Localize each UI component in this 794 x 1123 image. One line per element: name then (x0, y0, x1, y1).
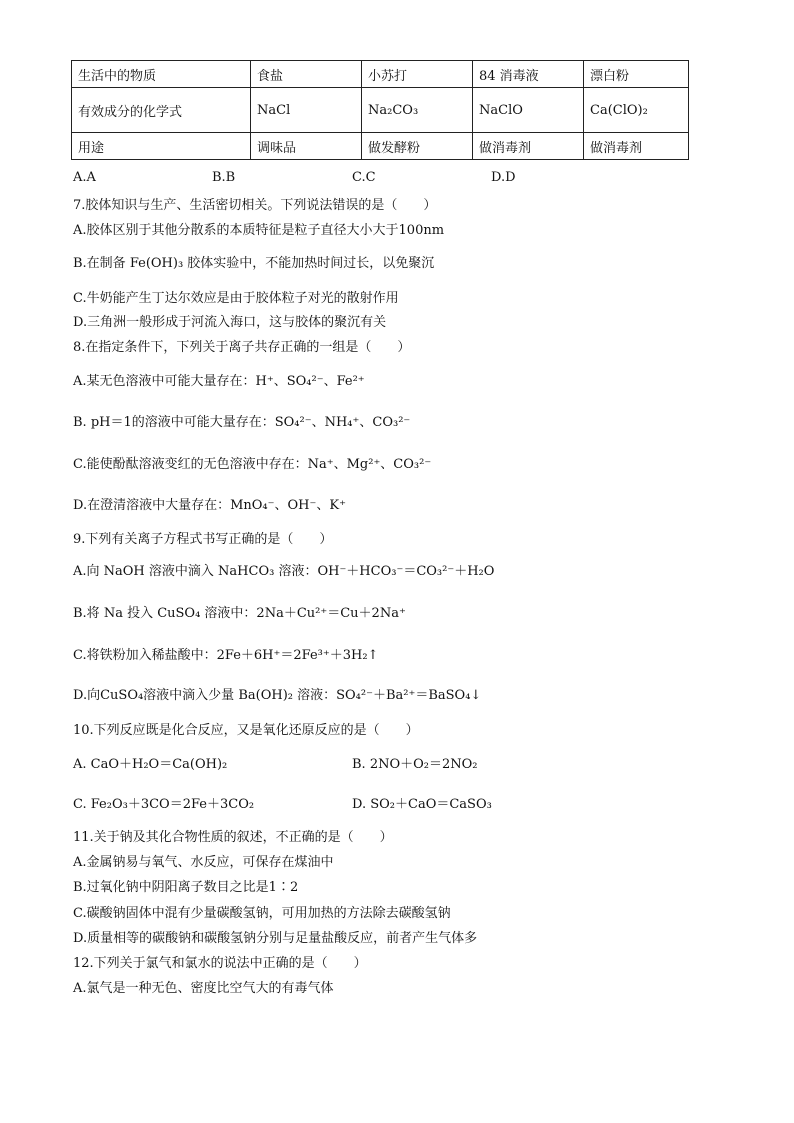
table-cell: 食盐 (251, 61, 362, 88)
table-cell: 做消毒剂 (473, 133, 584, 160)
q8-option-a: A.某无色溶液中可能大量存在：H⁺、SO₄²⁻、Fe²⁺ (73, 374, 365, 389)
q7-option-c: C.牛奶能产生丁达尔效应是由于胶体粒子对光的散射作用 (73, 291, 399, 306)
table-cell: 生活中的物质 (72, 61, 251, 88)
q7-option-a: A.胶体区别于其他分散系的本质特征是粒子直径大小大于100nm (73, 223, 445, 238)
table-cell: 有效成分的化学式 (72, 88, 251, 133)
q10-option-b: B. 2NO＋O₂＝2NO₂ (352, 757, 478, 772)
q10-option-d: D. SO₂＋CaO＝CaSO₃ (352, 797, 492, 812)
table-cell: 漂白粉 (584, 61, 689, 88)
q8-option-c: C.能使酚酞溶液变红的无色溶液中存在：Na⁺、Mg²⁺、CO₃²⁻ (73, 457, 432, 472)
q11-option-a: A.金属钠易与氧气、水反应，可保存在煤油中 (73, 855, 334, 870)
q11-stem: 11.关于钠及其化合物性质的叙述，不正确的是（ ） (73, 830, 393, 845)
table-cell: 做发酵粉 (362, 133, 473, 160)
q9-option-d: D.向CuSO₄溶液中滴入少量 Ba(OH)₂ 溶液：SO₄²⁻＋Ba²⁺＝BaSO₄↓ (73, 688, 482, 703)
q9-stem: 9.下列有关离子方程式书写正确的是（ ） (73, 532, 333, 547)
q7-stem: 7.胶体知识与生产、生活密切相关。下列说法错误的是（ ） (73, 198, 437, 213)
q11-option-d: D.质量相等的碳酸钠和碳酸氢钠分别与足量盐酸反应，前者产生气体多 (73, 931, 478, 946)
table-cell: 用途 (72, 133, 251, 160)
table-cell: 做消毒剂 (584, 133, 689, 160)
q12-option-a: A.氯气是一种无色、密度比空气大的有毒气体 (73, 981, 334, 996)
q11-option-b: B.过氧化钠中阴阳离子数目之比是1∶2 (73, 880, 299, 895)
q11-option-c: C.碳酸钠固体中混有少量碳酸氢钠，可用加热的方法除去碳酸氢钠 (73, 906, 451, 921)
table-cell: 小苏打 (362, 61, 473, 88)
table-cell: Na₂CO₃ (362, 88, 473, 133)
table-cell: NaClO (473, 88, 584, 133)
q8-stem: 8.在指定条件下，下列关于离子共存正确的一组是（ ） (73, 340, 411, 355)
q6-option-c: C.C (352, 170, 376, 185)
q12-stem: 12.下列关于氯气和氯水的说法中正确的是（ ） (73, 956, 367, 971)
q7-option-b: B.在制备 Fe(OH)₃ 胶体实验中，不能加热时间过长，以免聚沉 (73, 256, 435, 271)
substance-table (71, 60, 689, 160)
q10-option-a: A. CaO＋H₂O＝Ca(OH)₂ (73, 757, 228, 772)
table-cell: 调味品 (251, 133, 362, 160)
q9-option-c: C.将铁粉加入稀盐酸中：2Fe＋6H⁺＝2Fe³⁺＋3H₂↑ (73, 648, 379, 663)
q6-option-b: B.B (212, 170, 236, 185)
q6-option-d: D.D (491, 170, 516, 185)
q8-option-d: D.在澄清溶液中大量存在：MnO₄⁻、OH⁻、K⁺ (73, 498, 346, 513)
q10-stem: 10.下列反应既是化合反应，又是氧化还原反应的是（ ） (73, 723, 419, 738)
q8-option-b: B. pH＝1的溶液中可能大量存在：SO₄²⁻、NH₄⁺、CO₃²⁻ (73, 415, 411, 430)
table-cell: Ca(ClO)₂ (584, 88, 689, 133)
table-cell: NaCl (251, 88, 362, 133)
q9-option-a: A.向 NaOH 溶液中滴入 NaHCO₃ 溶液：OH⁻＋HCO₃⁻＝CO₃²⁻＋H₂O (73, 564, 495, 579)
table-cell: 84 消毒液 (473, 61, 584, 88)
q9-option-b: B.将 Na 投入 CuSO₄ 溶液中：2Na＋Cu²⁺＝Cu＋2Na⁺ (73, 606, 406, 621)
q6-option-a: A.A (73, 170, 96, 185)
q7-option-d: D.三角洲一般形成于河流入海口，这与胶体的聚沉有关 (73, 315, 387, 330)
q10-option-c: C. Fe₂O₃＋3CO＝2Fe＋3CO₂ (73, 797, 255, 812)
